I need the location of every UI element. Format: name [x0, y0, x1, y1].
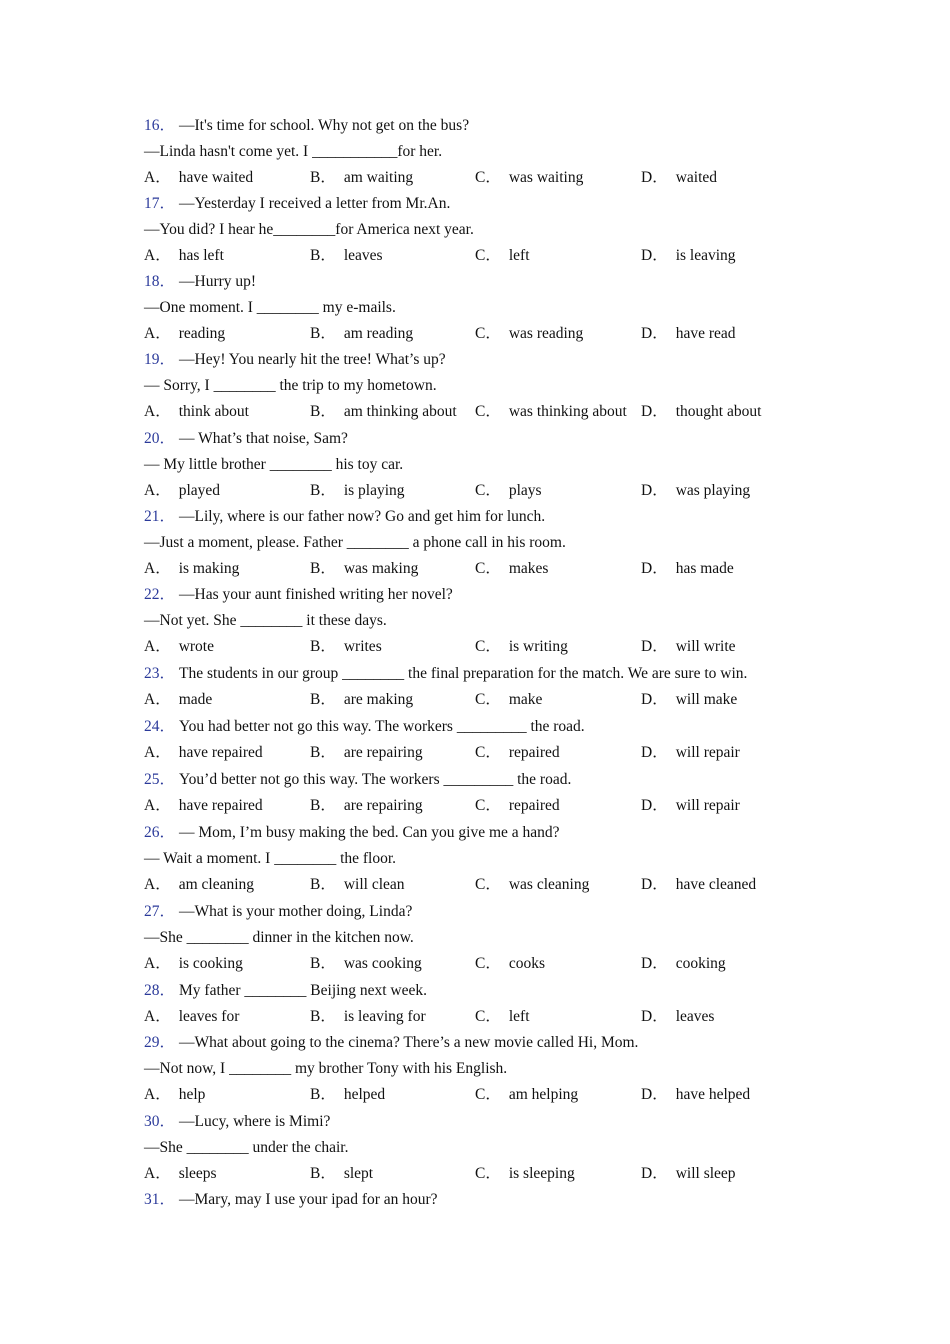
option-a[interactable]: A． leaves for	[144, 1008, 240, 1026]
question-number: 18	[144, 273, 160, 290]
option-c[interactable]: C． is sleeping	[475, 1165, 575, 1183]
option-c[interactable]: C． was reading	[475, 325, 584, 343]
question-stem-line	[144, 217, 824, 243]
question-stem-line: 25． You’d better not go this way. The workers _________ the road.	[144, 771, 572, 788]
options-row	[144, 478, 824, 504]
option-a[interactable]: A． reading	[144, 325, 226, 343]
option-c[interactable]: C． makes	[475, 560, 549, 578]
question-number: 29	[144, 1034, 160, 1051]
question-number: 16	[144, 117, 160, 134]
question-stem-line: 27． —What is your mother doing, Linda?	[144, 903, 413, 920]
stem-text: You had better not go this way. The workers _________ the road.	[179, 718, 585, 735]
option-b[interactable]: B． slept	[310, 1165, 374, 1183]
options-row	[144, 872, 824, 898]
question	[144, 767, 824, 819]
question-stem-line: 17． —Yesterday I received a letter from Mr.An.	[144, 195, 451, 212]
option-d[interactable]: D． waited	[641, 169, 718, 187]
stem-text: —Not now, I ________ my brother Tony with his English.	[144, 1060, 508, 1078]
question-stem-line: 29． —What about going to the cinema? There’s a new movie called Hi, Mom.	[144, 1034, 639, 1051]
option-b[interactable]: B． are making	[310, 691, 414, 709]
stem-text: —Hey! You nearly hit the tree! What’s up?	[179, 351, 446, 368]
question-number: 28	[144, 982, 160, 999]
option-a[interactable]: A． think about	[144, 403, 249, 421]
option-c[interactable]: C． left	[475, 247, 530, 265]
question-stem-line	[144, 295, 824, 321]
question-stem-line	[144, 1056, 824, 1082]
question-stem-line: 31． —Mary, may I use your ipad for an hour?	[144, 1191, 438, 1208]
question-stem-line	[144, 530, 824, 556]
question-number: 30	[144, 1113, 160, 1130]
option-c[interactable]: C． is writing	[475, 638, 568, 656]
stem-text: You’d better not go this way. The workers _________ the road.	[179, 771, 572, 788]
option-a[interactable]: A． played	[144, 482, 221, 500]
option-d[interactable]: D． will repair	[641, 797, 740, 815]
question	[144, 269, 824, 347]
question-stem-line: 20． — What’s that noise, Sam?	[144, 430, 348, 447]
question-stem-line: 19． —Hey! You nearly hit the tree! What’s up?	[144, 351, 446, 368]
options-row	[144, 1161, 824, 1187]
question	[144, 1109, 824, 1187]
option-b[interactable]: B． am waiting	[310, 169, 414, 187]
question-stem-line	[144, 846, 824, 872]
question-stem-line: 22． —Has your aunt finished writing her novel?	[144, 586, 453, 603]
question-number: 26	[144, 824, 160, 841]
option-d[interactable]: D． was playing	[641, 482, 751, 500]
question-stem-line: 28． My father ________ Beijing next week.	[144, 982, 427, 999]
stem-text: My father ________ Beijing next week.	[179, 982, 427, 999]
option-b[interactable]: B． are repairing	[310, 797, 423, 815]
question-stem-line: 21． —Lily, where is our father now? Go and get him for lunch.	[144, 508, 546, 525]
option-d[interactable]: D． cooking	[641, 955, 726, 973]
question-number: 25	[144, 771, 160, 788]
option-c[interactable]: C． repaired	[475, 797, 560, 815]
option-a[interactable]: A． is cooking	[144, 955, 243, 973]
option-d[interactable]: D． leaves	[641, 1008, 715, 1026]
options-row	[144, 793, 824, 819]
option-d[interactable]: D． have helped	[641, 1086, 751, 1104]
option-c[interactable]: C． was waiting	[475, 169, 584, 187]
question	[144, 504, 824, 582]
question	[144, 1030, 824, 1108]
options-row	[144, 399, 824, 425]
option-d[interactable]: D． have read	[641, 325, 736, 343]
options-row	[144, 165, 824, 191]
question-number: 22	[144, 586, 160, 603]
option-b[interactable]: B． writes	[310, 638, 382, 656]
question-number: 31	[144, 1191, 160, 1208]
question-stem-line: 18． —Hurry up!	[144, 273, 257, 290]
stem-text: —Not yet. She ________ it these days.	[144, 612, 387, 630]
option-d[interactable]: D． will make	[641, 691, 738, 709]
option-c[interactable]: C． plays	[475, 482, 542, 500]
stem-text: —Just a moment, please. Father ________ a phone call in his room.	[144, 534, 566, 552]
stem-text: The students in our group ________ the final preparation for the match. We are sure to win.	[179, 665, 748, 682]
stem-text: —Lily, where is our father now? Go and get him for lunch.	[179, 508, 546, 525]
stem-text: —Linda hasn't come yet. I ___________for her.	[144, 143, 443, 161]
question-stem-line: 26． — Mom, I’m busy making the bed. Can you give me a hand?	[144, 824, 560, 841]
stem-text: —Mary, may I use your ipad for an hour?	[179, 1191, 438, 1208]
stem-text: — Sorry, I ________ the trip to my hometown.	[144, 377, 437, 395]
stem-text: —She ________ dinner in the kitchen now.	[144, 929, 414, 947]
question-stem-line	[144, 1135, 824, 1161]
question-number: 24	[144, 718, 160, 735]
question	[144, 113, 824, 191]
question-stem-line	[144, 608, 824, 634]
options-row	[144, 321, 824, 347]
option-a[interactable]: A． sleeps	[144, 1165, 217, 1183]
stem-text: — What’s that noise, Sam?	[179, 430, 348, 447]
options-row	[144, 687, 824, 713]
option-b[interactable]: B． am reading	[310, 325, 414, 343]
question	[144, 347, 824, 425]
option-c[interactable]: C． repaired	[475, 744, 560, 762]
question-number: 20	[144, 430, 160, 447]
options-row	[144, 634, 824, 660]
stem-text: —Hurry up!	[179, 273, 257, 290]
option-a[interactable]: A． made	[144, 691, 213, 709]
option-a[interactable]: A． have repaired	[144, 797, 263, 815]
question-stem-line: 16． —It's time for school. Why not get on the bus?	[144, 117, 470, 134]
options-row	[144, 556, 824, 582]
option-a[interactable]: A． have waited	[144, 169, 254, 187]
option-b[interactable]: B． is playing	[310, 482, 405, 500]
question-number: 19	[144, 351, 160, 368]
option-b[interactable]: B． helped	[310, 1086, 386, 1104]
option-c[interactable]: C． was cleaning	[475, 876, 590, 894]
option-c[interactable]: C． left	[475, 1008, 530, 1026]
option-b[interactable]: B． was cooking	[310, 955, 422, 973]
option-a[interactable]: A． have repaired	[144, 744, 263, 762]
option-b[interactable]: B． leaves	[310, 247, 383, 265]
options-row	[144, 951, 824, 977]
stem-text: —She ________ under the chair.	[144, 1139, 349, 1157]
option-a[interactable]: A． is making	[144, 560, 240, 578]
option-d[interactable]: D． will write	[641, 638, 736, 656]
option-b[interactable]: B． is leaving for	[310, 1008, 426, 1026]
question	[144, 899, 824, 977]
question-stem-line	[144, 139, 824, 165]
options-row	[144, 1004, 824, 1030]
option-d[interactable]: D． has made	[641, 560, 734, 578]
option-d[interactable]: D． have cleaned	[641, 876, 757, 894]
stem-text: —You did? I hear he________for America next year.	[144, 221, 474, 239]
question-stem-line	[144, 925, 824, 951]
stem-text: — My little brother ________ his toy car.	[144, 456, 404, 474]
stem-text: —What is your mother doing, Linda?	[179, 903, 413, 920]
question-stem-line	[144, 452, 824, 478]
question	[144, 978, 824, 1030]
question-stem-line: 24． You had better not go this way. The workers _________ the road.	[144, 718, 585, 735]
option-d[interactable]: D． will repair	[641, 744, 740, 762]
stem-text: — Wait a moment. I ________ the floor.	[144, 850, 397, 868]
option-c[interactable]: C． was thinking about	[475, 403, 627, 421]
option-a[interactable]: A． wrote	[144, 638, 214, 656]
question	[144, 714, 824, 766]
option-c[interactable]: C． am helping	[475, 1086, 579, 1104]
stem-text: —It's time for school. Why not get on the bus?	[179, 117, 470, 134]
stem-text: —What about going to the cinema? There’s a new movie called Hi, Mom.	[179, 1034, 639, 1051]
question	[144, 820, 824, 898]
question-stem-line	[144, 373, 824, 399]
option-a[interactable]: A． am cleaning	[144, 876, 255, 894]
stem-text: — Mom, I’m busy making the bed. Can you give me a hand?	[179, 824, 560, 841]
option-b[interactable]: B． will clean	[310, 876, 405, 894]
question-stem-line: 30． —Lucy, where is Mimi?	[144, 1113, 331, 1130]
option-a[interactable]: A． help	[144, 1086, 206, 1104]
option-d[interactable]: D． thought about	[641, 403, 762, 421]
question	[144, 191, 824, 269]
option-c[interactable]: C． cooks	[475, 955, 546, 973]
question	[144, 582, 824, 660]
question-number: 21	[144, 508, 160, 525]
option-b[interactable]: B． are repairing	[310, 744, 423, 762]
option-c[interactable]: C． make	[475, 691, 543, 709]
stem-text: —Has your aunt finished writing her novel?	[179, 586, 453, 603]
option-d[interactable]: D． is leaving	[641, 247, 736, 265]
option-a[interactable]: A． has left	[144, 247, 224, 265]
question	[144, 426, 824, 504]
stem-text: —One moment. I ________ my e-mails.	[144, 299, 396, 317]
option-d[interactable]: D． will sleep	[641, 1165, 736, 1183]
option-b[interactable]: B． am thinking about	[310, 403, 457, 421]
options-row	[144, 740, 824, 766]
question-stem-line: 23． The students in our group ________ the final preparation for the match. We are sure to win.	[144, 665, 748, 682]
stem-text: —Lucy, where is Mimi?	[179, 1113, 331, 1130]
option-b[interactable]: B． was making	[310, 560, 419, 578]
question-number: 23	[144, 665, 160, 682]
question-number: 27	[144, 903, 160, 920]
question-number: 17	[144, 195, 160, 212]
options-row	[144, 1082, 824, 1108]
stem-text: —Yesterday I received a letter from Mr.An.	[179, 195, 451, 212]
question	[144, 661, 824, 713]
question	[144, 1187, 824, 1213]
options-row	[144, 243, 824, 269]
